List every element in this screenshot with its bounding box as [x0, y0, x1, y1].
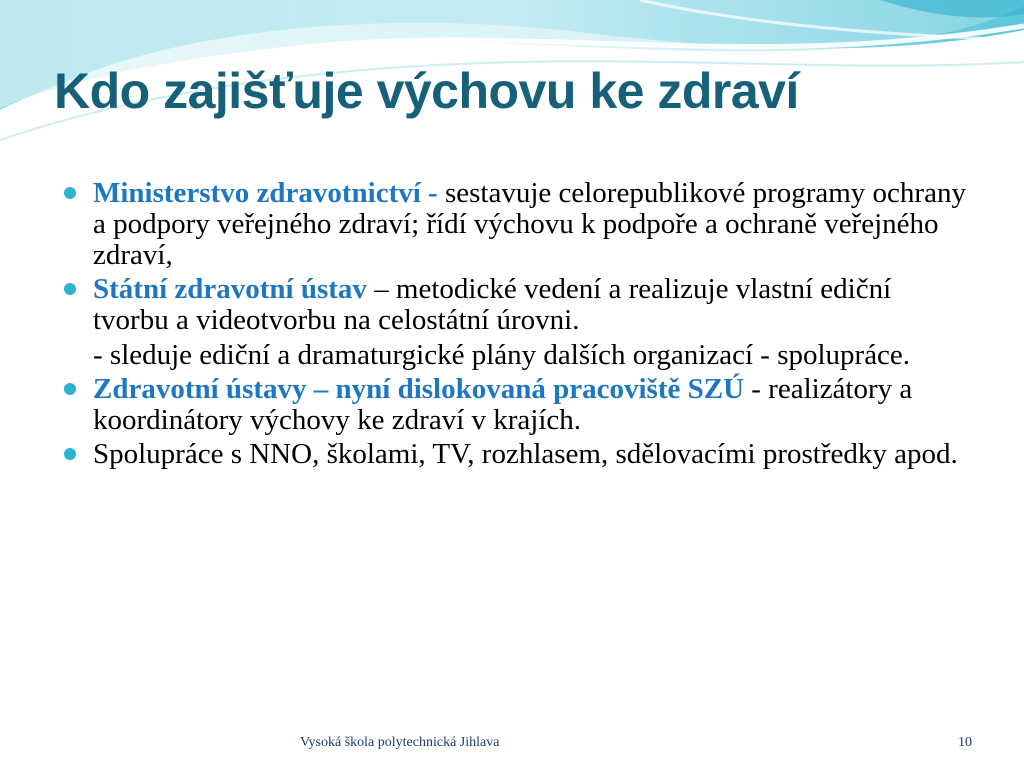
bullet-dot-icon	[64, 383, 76, 395]
bullet-item-health-institutes	[64, 374, 974, 436]
bullet-highlight: Ministerstvo zdravotnictví -	[93, 177, 438, 209]
bullet-text: Spolupráce s NNO, školami, TV, rozhlasem, sdělovacími prostředky apod.	[93, 438, 958, 470]
page-number: 10	[958, 735, 972, 750]
bullet-text: - realizátory a koordinátory výchovy ke zdraví v krajích.	[93, 373, 913, 436]
bullet-dot-icon	[64, 283, 76, 295]
bullet-highlight: Státní zdravotní ústav	[93, 273, 367, 305]
bullet-dot-icon	[64, 187, 76, 199]
bullet-list	[64, 178, 974, 473]
bullet-highlight: Zdravotní ústavy – nyní dislokovaná pracoviště SZÚ	[93, 373, 745, 405]
bullet-item-szu	[64, 274, 974, 336]
slide-title: Kdo zajišťuje výchovu ke zdraví	[54, 63, 799, 119]
bullet-text: sestavuje celorepublikové programy ochrany a podpory veřejného zdraví; řídí výchovu k podpoře a ochraně veřejného zdraví,	[93, 177, 966, 271]
footer-institution: Vysoká škola polytechnická Jihlava	[300, 735, 500, 750]
bullet-item-ministry	[64, 178, 974, 271]
bullet-item-cooperation	[64, 439, 974, 470]
bullet-text: – metodické vedení a realizuje vlastní ediční tvorbu a videotvorbu na celostátní úrovni.	[93, 273, 892, 336]
sub-paragraph: - sleduje ediční a dramaturgické plány dalších organizací - spolupráce.	[93, 339, 911, 371]
bullet-dot-icon	[64, 448, 76, 460]
